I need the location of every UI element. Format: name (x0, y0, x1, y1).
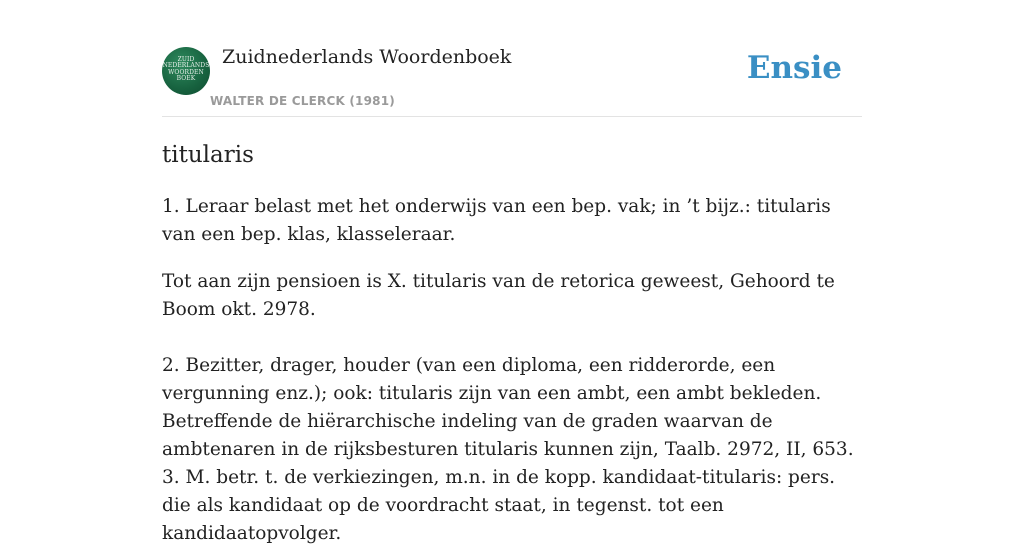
definition-paragraph: 1. Leraar belast met het onderwijs van een bep. vak; in ’t bijz.: titularis van een bep. klas, klasseleraar. (162, 196, 831, 245)
ensie-logo[interactable]: Ensie (746, 50, 842, 86)
entry-title: titularis (162, 142, 254, 168)
book-logo-text: ZUID NEDERLANDS WOORDEN BOEK (162, 55, 210, 82)
book-logo[interactable] (162, 47, 210, 95)
definition-paragraph: 2. Bezitter, drager, houder (van een diploma, een ridderorde, een vergunning enz.); ook: titularis zijn van een ambt, een ambt bekleden. Betreffende de hiërarchische indeling van de graden waarvan de ambtenaren in de rijksbesturen titularis kunnen zijn, Taalb. 2972, II, 653. (162, 355, 854, 460)
book-title[interactable]: Zuidnederlands Woordenboek (222, 46, 512, 68)
book-author[interactable]: WALTER DE CLERCK (1981) (210, 94, 395, 108)
header (162, 40, 862, 117)
example-paragraph: Tot aan zijn pensioen is X. titularis van de retorica geweest, Gehoord te Boom okt. 2978. (162, 271, 835, 320)
entry-content (162, 116, 862, 548)
definition-paragraph: 3. M. betr. t. de verkiezingen, m.n. in de kopp. kandidaat-titularis: pers. die als kandidaat op de voordracht staat, in tegenst. tot een kandidaatopvolger. (162, 467, 836, 544)
